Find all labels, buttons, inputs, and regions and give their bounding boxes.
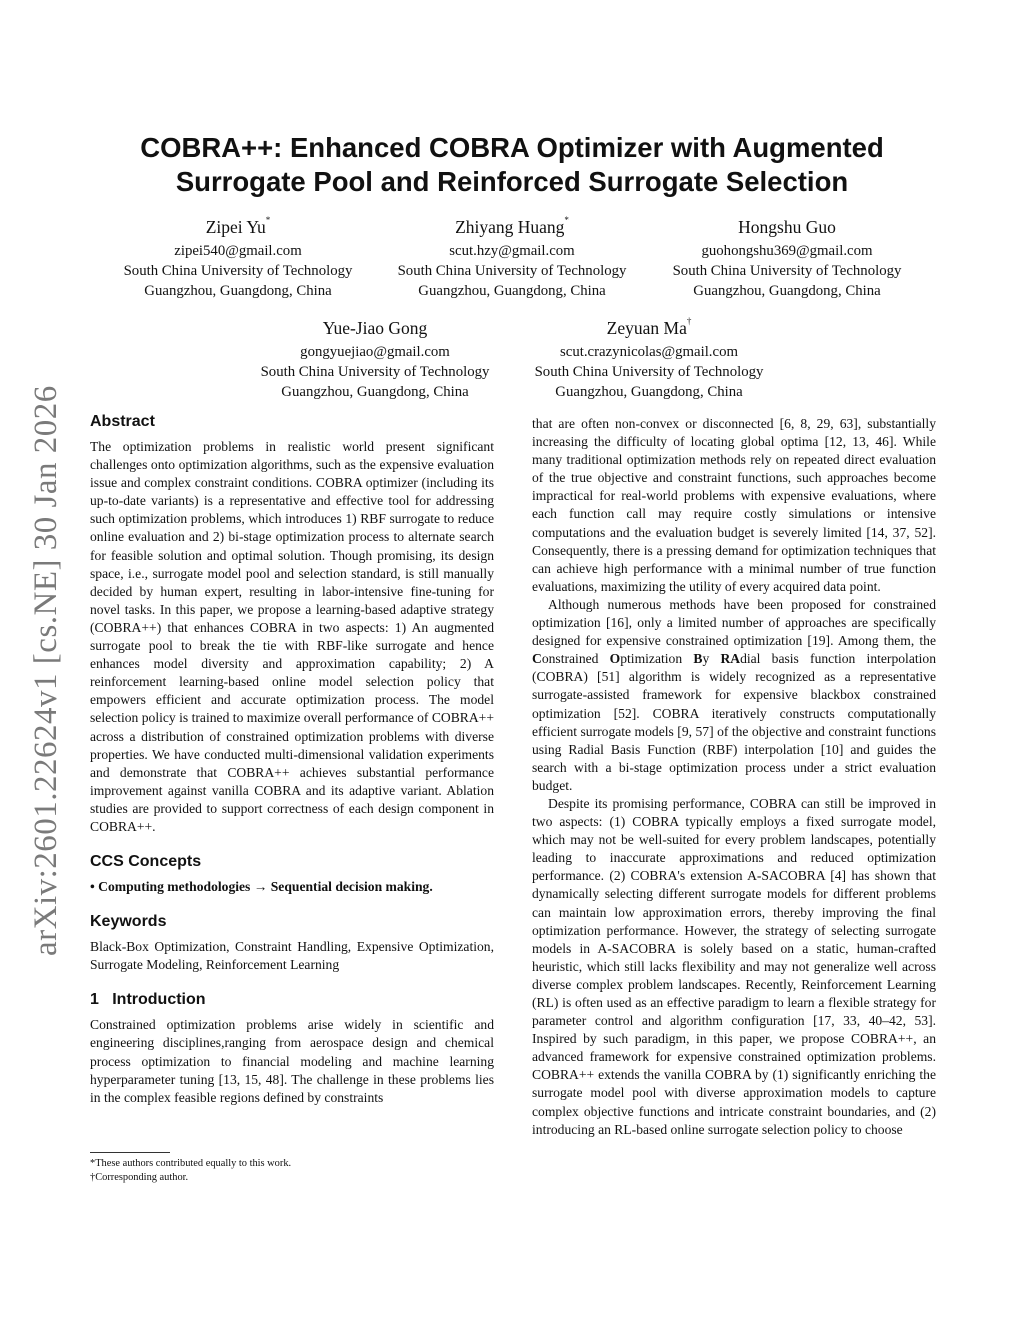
author-email: zipei540@gmail.com [174,243,302,259]
author-email: scut.crazynicolas@gmail.com [560,344,738,360]
arxiv-identifier: arXiv:2601.22624v1 [cs.NE] 30 Jan 2026 [28,385,64,956]
introduction-heading: 1 Introduction [90,991,206,1009]
body-paragraph: Despite its promising performance, COBRA can still be improved in two aspects: (1) COBRA typically employs a fixed surrogate model, which may not be well-suited for every problem landscapes, potentially leading to inaccurate approximations and reduced optimization performance. (2) COBRA's extension A-SACOBRA [4] has shown that dynamically selecting different surrogate models for different problems can maintain low approximation errors, thereby improving the final optimization performance. However, the strategy of selecting surrogate models in A-SACOBRA is solely based on a static, human-crafted heuristic, which still lacks flexibility and may not generalize well across diverse complex problem landscapes. Recently, Reinforcement Learning (RL) is often used as an effective paradigm to learn a flexible strategy for parameter control and algorithm configuration [17, 33, 40–42, 53]. Inspired by such paradigm, in this paper, we propose COBRA++, an advanced framework for expensive constrained optimization problems. COBRA++ extends the vanilla COBRA by (1) significantly enriching the surrogate model pool with diverse approximation models to capture complex objective functions and intricate constraint boundaries, and (2) introducing an RL-based online surrogate selection policy to choose [532,795,936,1137]
abstract-text: The optimization problems in realistic world present significant challenges onto optimization algorithms, such as the expensive evaluation issue and complex constraint conditions. COBRA optimizer (including its up-to-date variants) is a representative and effective tool for addressing such optimization problems, which introduces 1) RBF surrogate to reduce online evaluation and 2) bi-stage optimization process to alternate search for feasible solution and optimal solution. Though promising, its design space, i.e., surrogate model pool and selection standard, is still manually decided by human expert, resulting in labor-intensive fine-tuning for novel tasks. In this paper, we propose a learning-based adaptive strategy (COBRA++) that enhances COBRA in two aspects: 1) An augmented surrogate pool to break the tie with RBF-like surrogate and hence enhances model diversity and approximation capability; 2) A reinforcement learning-based online model selection policy that empowers efficient and accurate optimization process. The model selection policy is trained to maximize overall performance of COBRA++ across a distribution of constrained optimization problems with diverse properties. We have conducted multi-dimensional validation experiments and demonstrate that COBRA++ achieves substantial performance improvement against vanilla COBRA and its adaptive variant. Ablation studies are provided to support correctness of each design component in COBRA++. [90,439,494,834]
keywords-heading: Keywords [90,913,167,931]
author-email: scut.hzy@gmail.com [449,243,575,259]
author-name: Hongshu Guo [738,217,836,237]
author-email: guohongshu369@gmail.com [701,243,873,259]
body-paragraph: Although numerous methods have been proposed for constrained optimization [16], only a limited number of approaches are specifically designed for expensive constrained optimization [19]. Among them, the Constrained Optimization By RAdial basis function interpolation (COBRA) [51] algorithm is widely recognized as a representative surrogate-assisted framework for expensive blackbox constrained optimization [52]. COBRA iteratively constructs computationally efficient surrogate models [9, 57] of the objective and constraint functions using Radial Basis Function (RBF) interpolation [10] and guides the search with a bi-stage optimization process under a strict evaluation budget. [532,596,936,793]
left-column [90,412,494,1107]
author-affiliation: South China University of Technology [123,263,353,279]
keywords-text: Black-Box Optimization, Constraint Handling, Expensive Optimization, Surrogate Modeling, Reinforcement Learning [90,939,494,973]
author-affiliation: South China University of Technology [260,364,490,380]
author-affiliation: South China University of Technology [397,263,627,279]
author-block-1 [108,216,368,301]
author-name: Zipei Yu* [205,215,271,237]
body-paragraph: that are often non-convex or disconnected [6, 8, 29, 63], substantially increasing the difficulty of locating global optima [12, 13, 46]. While many traditional optimization methods rely on repeated direct evaluation of the true objective and constraint functions, such approaches become impractical for real-world problems with expensive evaluations, where each function call may require costly simulations or intensive computations and the evaluation budget is severely limited [14, 37, 52]. Consequently, there is a pressing demand for optimization techniques that can achieve high performance with a minimal number of true function evaluations, maximizing the utility of every acquired data point. [532,416,936,594]
author-location: Guangzhou, Guangdong, China [281,384,469,400]
author-email: gongyuejiao@gmail.com [300,344,450,360]
author-block-4 [245,317,505,402]
author-name: Yue-Jiao Gong [322,318,428,338]
author-affiliation: South China University of Technology [672,263,902,279]
footnote-divider [90,1152,170,1153]
author-block-5 [519,317,779,402]
paper-title [90,131,934,199]
right-column [532,415,936,1139]
author-block-3 [657,216,917,301]
author-name: Zhiyang Huang* [455,215,569,237]
author-block-2 [382,216,642,301]
ccs-text: • Computing methodologies → Sequential decision making. [90,879,433,895]
abstract-heading: Abstract [90,413,155,430]
author-location: Guangzhou, Guangdong, China [418,283,606,299]
footnote-equal-contribution: *These authors contributed equally to this work. [90,1158,292,1169]
footnotes [90,1157,494,1185]
author-location: Guangzhou, Guangdong, China [144,283,332,299]
title-line-1: COBRA++: Enhanced COBRA Optimizer with Augmented [140,132,884,163]
title-line-2: Surrogate Pool and Reinforced Surrogate Selection [175,166,849,197]
author-name: Zeyuan Ma† [606,316,692,338]
ccs-heading: CCS Concepts [90,853,202,871]
footnote-corresponding-author: †Corresponding author. [90,1172,189,1183]
author-location: Guangzhou, Guangdong, China [693,283,881,299]
author-location: Guangzhou, Guangdong, China [555,384,743,400]
introduction-paragraph: Constrained optimization problems arise widely in scientific and engineering disciplines,ranging from aerospace design and chemical process optimization to financial modeling and machine learning hyperparameter tuning [13, 15, 48]. The challenge in these problems lies in the complex feasible regions defined by constraints [90,1017,494,1105]
author-affiliation: South China University of Technology [534,364,764,380]
